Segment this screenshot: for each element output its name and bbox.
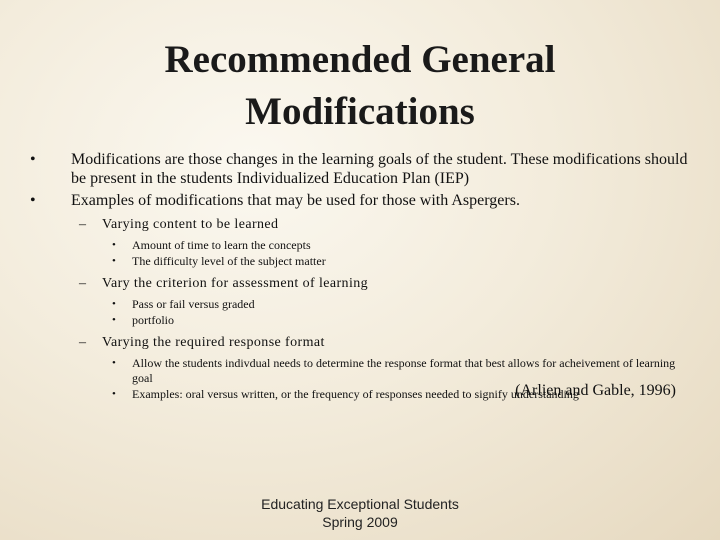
detail-item bbox=[28, 238, 688, 253]
sub-point bbox=[28, 275, 688, 293]
bullet-marker: • bbox=[112, 239, 116, 251]
slide-content bbox=[28, 150, 688, 402]
slide-title: Recommended General Modifications bbox=[164, 38, 556, 133]
bullet-text: Modifications are those changes in the learning goals of the student. These modifications should be present in the students Individualized Education Plan (IEP) bbox=[71, 151, 688, 187]
detail-text: Allow the students indivdual needs to determine the response format that best allows for acheivement of learning goal bbox=[132, 356, 676, 385]
bullet-marker: • bbox=[112, 388, 116, 400]
bullet-marker: • bbox=[112, 314, 116, 326]
bullet-marker: • bbox=[30, 151, 36, 168]
citation: (Arlien and Gable, 1996) bbox=[515, 382, 676, 399]
slide-footer bbox=[210, 495, 510, 531]
bullet-marker: • bbox=[112, 298, 116, 310]
detail-text: Pass or fail versus graded bbox=[132, 297, 255, 311]
detail-item bbox=[28, 313, 688, 328]
detail-item bbox=[28, 254, 688, 269]
bullet-marker: • bbox=[112, 357, 116, 369]
dash-marker: – bbox=[79, 276, 87, 291]
bullet-text: Examples of modifications that may be used for those with Aspergers. bbox=[71, 192, 520, 209]
dash-marker: – bbox=[79, 335, 87, 350]
detail-text: Amount of time to learn the concepts bbox=[132, 238, 311, 252]
sub-point-text: Varying the required response format bbox=[102, 335, 325, 350]
footer-term: Spring 2009 bbox=[322, 514, 398, 530]
dash-marker: – bbox=[79, 217, 87, 232]
detail-item bbox=[28, 297, 688, 312]
detail-text: Examples: oral versus written, or the frequency of responses needed to signify understanding bbox=[132, 387, 579, 401]
bullet-marker: • bbox=[112, 255, 116, 267]
sub-point bbox=[28, 334, 688, 352]
bullet-point bbox=[28, 191, 688, 210]
detail-text: The difficulty level of the subject matter bbox=[132, 254, 326, 268]
sub-point-text: Varying content to be learned bbox=[102, 217, 279, 232]
detail-text: portfolio bbox=[132, 313, 174, 327]
bullet-point bbox=[28, 150, 688, 188]
footer-course: Educating Exceptional Students bbox=[261, 496, 459, 512]
bullet-marker: • bbox=[30, 192, 36, 209]
sub-point bbox=[28, 216, 688, 234]
sub-point-text: Vary the criterion for assessment of learning bbox=[102, 276, 369, 291]
